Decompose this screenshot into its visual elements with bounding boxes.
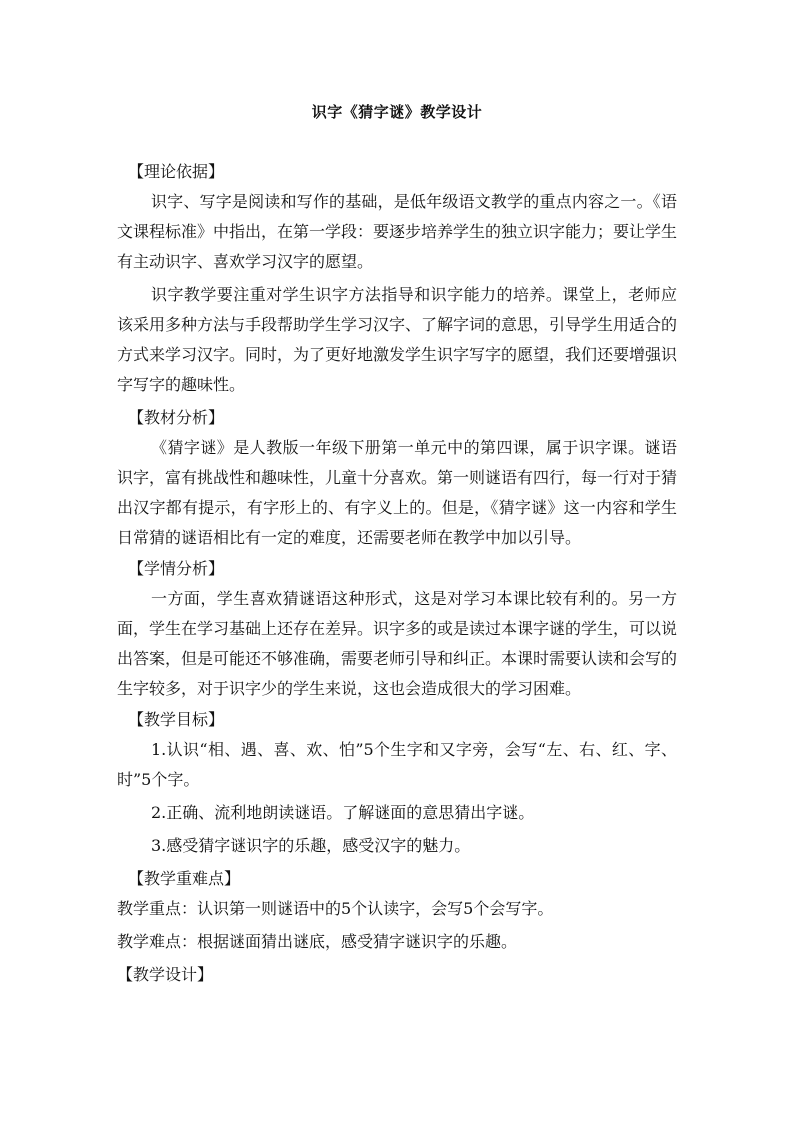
material-paragraph: 《猜字谜》是人教版一年级下册第一单元中的第四课，属于识字课。谜语识字，富有挑战性和趣味性，儿童十分喜欢。第一则谜语有四行，每一行对于猜出汉字都有提示，有字形上的、有字义上的。但是，《猜字谜》这一内容和学生日常猜的谜语相比有一定的难度，还需要老师在教学中加以引导。 [117,438,678,547]
section-heading-keypoints: 【教学重难点】 [128,869,241,888]
theory-paragraph-2: 识字教学要注重对学生识字方法指导和识字能力的培养。课堂上，老师应该采用多种方法与手段帮助学生学习汉字、了解字词的意思，引导学生用适合的方式来学习汉字。同时，为了更好地激发学生识字写字的愿望，我们还要增强识字写字的趣味性。 [117,285,678,394]
document-body [117,157,677,990]
section-heading-design: 【教学设计】 [117,965,214,984]
section-heading-goals: 【教学目标】 [128,710,225,729]
section-heading-theory: 【理论依据】 [128,162,225,181]
learner-paragraph: 一方面，学生喜欢猜谜语这种形式，这是对学习本课比较有利的。另一方面，学生在学习基础上还存在差异。识字多的或是读过本课字谜的学生，可以说出答案，但是可能还不够准确，需要老师引导和纠正。本课时需要认读和会写的生字较多，对于识字少的学生来说，这也会造成很大的学习困难。 [117,589,678,698]
theory-paragraph-1: 识字、写字是阅读和写作的基础，是低年级语文教学的重点内容之一。《语文课程标准》中指出，在第一学段：要逐步培养学生的独立识字能力；要让学生有主动识字、喜欢学习汉字的愿望。 [117,192,678,271]
goal-item-3: 3.感受猜字谜识字的乐趣，感受汉字的魅力。 [151,836,471,855]
key-point-text: 教学重点：认识第一则谜语中的5个认读字，会写5个会写字。 [117,899,554,918]
section-heading-material: 【教材分析】 [128,408,225,427]
section-heading-learner: 【学情分析】 [128,559,225,578]
goal-item-1: 1.认识“相、遇、喜、欢、怕”5个生字和又字旁，会写“左、右、红、字、时”5个字。 [117,740,677,789]
goal-item-2: 2.正确、流利地朗读谜语。了解谜面的意思猜出字谜。 [151,803,535,822]
document-title: 识字《猜字谜》教学设计 [311,103,483,121]
difficulty-text: 教学难点：根据谜面猜出谜底，感受猜字谜识字的乐趣。 [117,932,518,951]
